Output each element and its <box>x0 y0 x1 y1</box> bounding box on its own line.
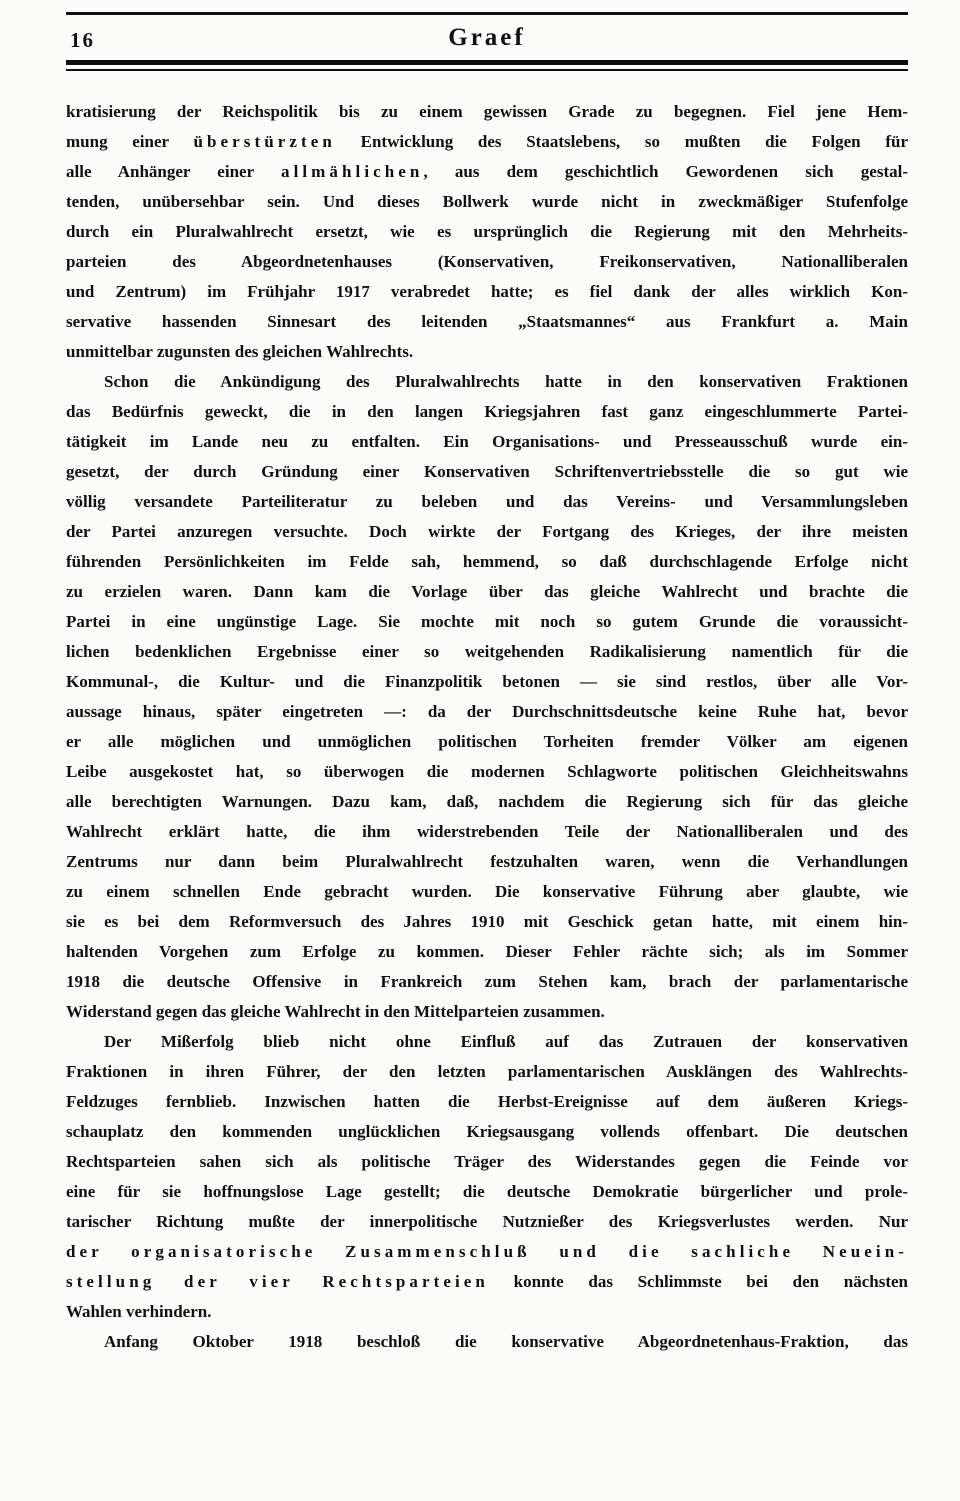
text-line <box>66 1207 908 1237</box>
text-line <box>66 637 908 667</box>
text-segment: und Zentrum) im Frühjahr 1917 verabredet hatte; es fiel dank der alles wirklich Kon- <box>66 282 908 301</box>
text-segment: tätigkeit im Lande neu zu entfalten. Ein Organisations- und Presseausschuß wurde ein- <box>66 432 908 451</box>
text-line <box>66 697 908 727</box>
text-segment: der Partei anzuregen versuchte. Doch wirkte der Fortgang des Krieges, der ihre meisten <box>66 522 908 541</box>
text-segment: zu erzielen waren. Dann kam die Vorlage über das gleiche Wahlrecht und brachte die <box>66 582 908 601</box>
text-segment: das Bedürfnis geweckt, die in den langen Kriegsjahren fast ganz eingeschlummerte Partei- <box>66 402 908 421</box>
text-line <box>66 907 908 937</box>
text-segment: gesetzt, der durch Gründung einer Konservativen Schriftenvertriebsstelle die so gut wie <box>66 462 908 481</box>
text-segment: servative hassenden Sinnesart des leitenden „Staatsmannes“ aus Frankfurt a. Main <box>66 312 908 331</box>
text-line <box>66 1057 908 1087</box>
text-line <box>66 1297 908 1327</box>
text-line <box>66 157 908 187</box>
paragraph <box>66 1327 908 1357</box>
text-segment: Partei in eine ungünstige Lage. Sie mochte mit noch so gutem Grunde die voraussicht- <box>66 612 908 631</box>
text-segment: haltenden Vorgehen zum Erfolge zu kommen. Dieser Fehler rächte sich; als im Sommer <box>66 942 908 961</box>
text-line <box>66 337 908 367</box>
text-segment: Zentrums nur dann beim Pluralwahlrecht festzuhalten waren, wenn die Verhandlungen <box>66 852 908 871</box>
emphasized-text: der organisatorische Zusammenschluß und die sachliche Neuein- <box>66 1242 908 1261</box>
running-head: Graef <box>448 24 526 51</box>
text-segment: Rechtsparteien sahen sich als politische Träger des Widerstandes gegen die Feinde vor <box>66 1152 908 1171</box>
text-line <box>66 367 908 397</box>
text-line <box>66 967 908 997</box>
text-line <box>66 1177 908 1207</box>
text-line <box>66 1117 908 1147</box>
text-segment: Der Mißerfolg blieb nicht ohne Einfluß auf das Zutrauen der konservativen <box>104 1032 908 1051</box>
text-segment: Fraktionen in ihren Führer, der den letzten parlamentarischen Ausklängen des Wahlrechts- <box>66 1062 908 1081</box>
text-segment: konnte das Schlimmste bei den nächsten <box>488 1272 908 1291</box>
text-line <box>66 997 908 1027</box>
text-line <box>66 607 908 637</box>
text-line <box>66 517 908 547</box>
text-line <box>66 817 908 847</box>
text-segment: Wahlrecht erklärt hatte, die ihm widerstrebenden Teile der Nationalliberalen und des <box>66 822 908 841</box>
text-line <box>66 397 908 427</box>
text-segment: Kommunal-, die Kultur- und die Finanzpolitik betonen — sie sind restlos, über alle Vor- <box>66 672 908 691</box>
text-segment: alle Anhänger einer <box>66 162 281 181</box>
text-segment: unmittelbar zugunsten des gleichen Wahlrechts. <box>66 342 414 361</box>
text-segment: , aus dem geschichtlich Gewordenen sich gestal- <box>423 162 908 181</box>
text-line <box>66 667 908 697</box>
text-line <box>66 1237 908 1267</box>
text-segment: Wahlen verhindern. <box>66 1302 212 1321</box>
text-line <box>66 937 908 967</box>
text-line <box>66 727 908 757</box>
text-segment: tenden, unübersehbar sein. Und dieses Bollwerk wurde nicht in zweckmäßiger Stufenfolge <box>66 192 908 211</box>
page-number: 16 <box>70 28 95 52</box>
emphasized-text: stellung der vier Rechtsparteien <box>66 1272 489 1291</box>
text-segment: 1918 die deutsche Offensive in Frankreich zum Stehen kam, brach der parlamentarische <box>66 972 908 991</box>
text-line <box>66 187 908 217</box>
text-line <box>66 457 908 487</box>
text-segment: schauplatz den kommenden unglücklichen Kriegsausgang vollends offenbart. Die deutschen <box>66 1122 908 1141</box>
text-line <box>66 847 908 877</box>
text-segment: durch ein Pluralwahlrecht ersetzt, wie es ursprünglich die Regierung mit den Mehrheits- <box>66 222 908 241</box>
text-segment: Leibe ausgekostet hat, so überwogen die modernen Schlagworte politischen Gleichheitswahns <box>66 762 908 781</box>
text-segment: führenden Persönlichkeiten im Felde sah, hemmend, so daß durchschlagende Erfolge nicht <box>66 552 908 571</box>
text-line <box>66 1147 908 1177</box>
text-line <box>66 1267 908 1297</box>
paragraph <box>66 367 908 1027</box>
text-line <box>66 427 908 457</box>
text-segment: aussage hinaus, später eingetreten —: da der Durchschnittsdeutsche keine Ruhe hat, bevor <box>66 702 908 721</box>
text-line <box>66 757 908 787</box>
text-segment: sie es bei dem Reformversuch des Jahres 1910 mit Geschick getan hatte, mit einem hin- <box>66 912 908 931</box>
text-segment: Anfang Oktober 1918 beschloß die konservative Abgeordnetenhaus-Fraktion, das <box>104 1332 908 1351</box>
text-line <box>66 577 908 607</box>
page-body <box>66 97 908 1357</box>
text-segment: tarischer Richtung mußte der innerpolitische Nutznießer des Kriegsverlustes werden. Nur <box>66 1212 908 1231</box>
text-line <box>66 277 908 307</box>
text-line <box>66 217 908 247</box>
paragraph <box>66 97 908 367</box>
text-segment: Widerstand gegen das gleiche Wahlrecht in den Mittelparteien zusammen. <box>66 1002 605 1021</box>
header-rule-thin <box>66 69 908 71</box>
text-line <box>66 97 908 127</box>
text-line <box>66 247 908 277</box>
text-segment: mung einer <box>66 132 194 151</box>
text-segment: er alle möglichen und unmöglichen politischen Torheiten fremder Völker am eigenen <box>66 732 908 751</box>
text-line <box>66 487 908 517</box>
text-segment: parteien des Abgeordnetenhauses (Konservativen, Freikonservativen, Nationalliberalen <box>66 252 908 271</box>
page-header <box>66 22 908 56</box>
text-segment: lichen bedenklichen Ergebnisse einer so weitgehenden Radikalisierung namentlich für die <box>66 642 908 661</box>
text-line <box>66 307 908 337</box>
header-rule-thick <box>66 60 908 65</box>
text-segment: Entwicklung des Staatslebens, so mußten die Folgen für <box>335 132 908 151</box>
text-segment: eine für sie hoffnungslose Lage gestellt; die deutsche Demokratie bürgerlicher und prole- <box>66 1182 908 1201</box>
text-segment: zu einem schnellen Ende gebracht wurden. Die konservative Führung aber glaubte, wie <box>66 882 908 901</box>
emphasized-text: allmählichen <box>280 162 424 181</box>
text-segment: kratisierung der Reichspolitik bis zu einem gewissen Grade zu begegnen. Fiel jene Hem- <box>66 102 908 121</box>
text-segment: völlig versandete Parteiliteratur zu beleben und das Vereins- und Versammlungsleben <box>66 492 908 511</box>
text-line <box>66 1087 908 1117</box>
text-line <box>66 127 908 157</box>
header-rule-top <box>66 12 908 15</box>
text-line <box>66 877 908 907</box>
emphasized-text: überstürzten <box>193 132 336 151</box>
text-line <box>66 547 908 577</box>
text-segment: Feldzuges fernblieb. Inzwischen hatten die Herbst-Ereignisse auf dem äußeren Kriegs- <box>66 1092 908 1111</box>
text-line <box>66 787 908 817</box>
text-segment: Schon die Ankündigung des Pluralwahlrechts hatte in den konservativen Fraktionen <box>104 372 908 391</box>
text-segment: alle berechtigten Warnungen. Dazu kam, daß, nachdem die Regierung sich für das gleiche <box>66 792 908 811</box>
text-line <box>66 1327 908 1357</box>
text-line <box>66 1027 908 1057</box>
paragraph <box>66 1027 908 1327</box>
